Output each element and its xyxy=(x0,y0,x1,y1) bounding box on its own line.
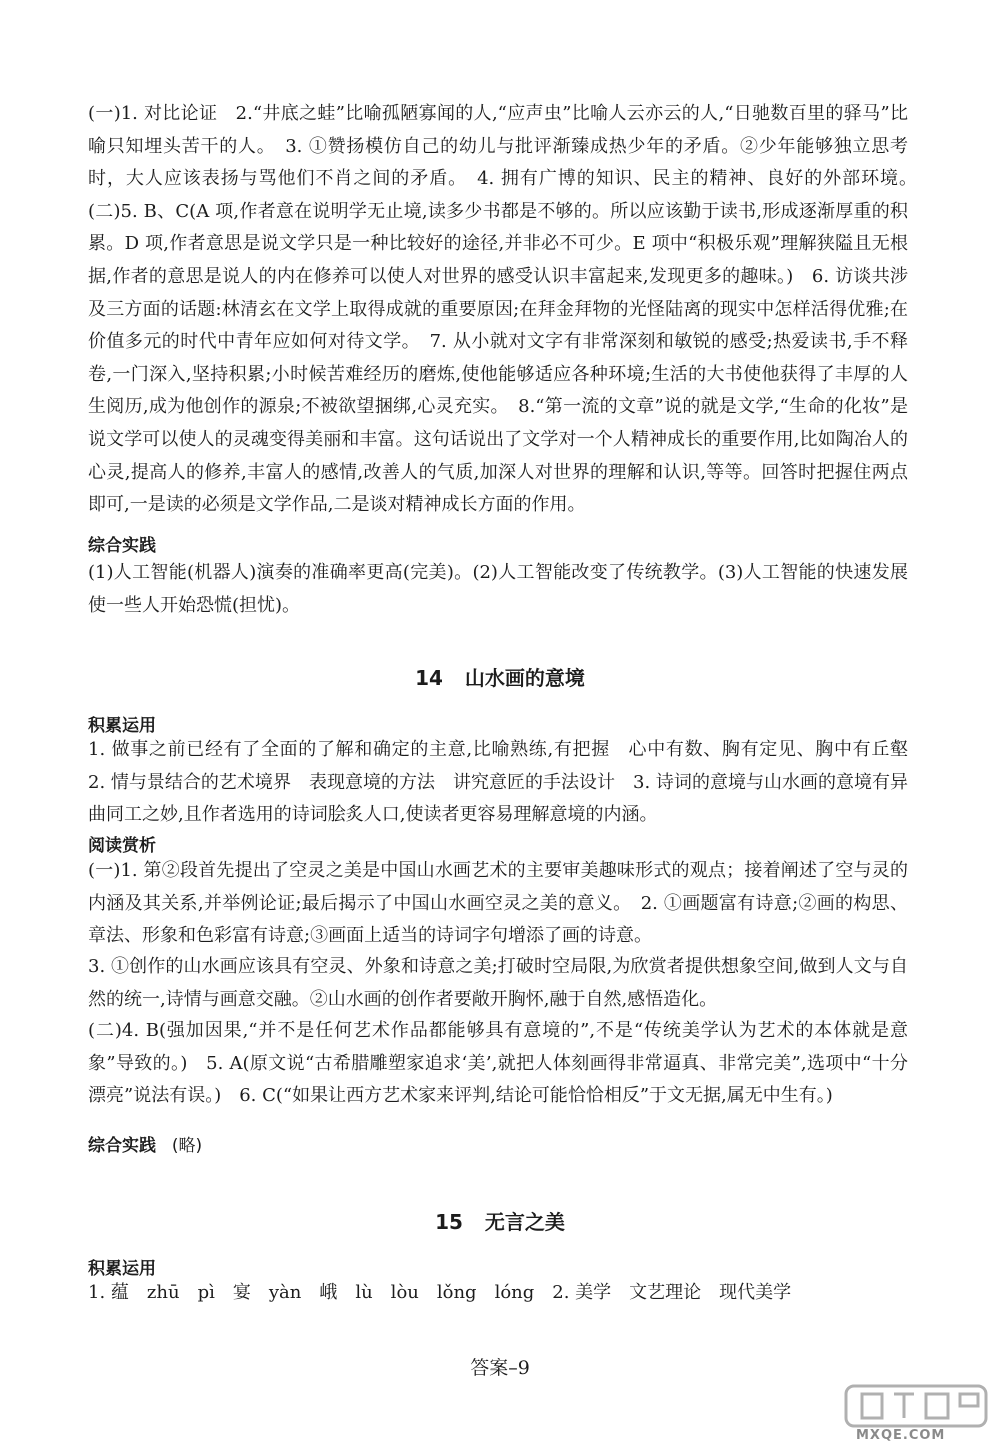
lesson15-title-text: 无言之美 xyxy=(484,1210,565,1234)
lesson14-title-text: 山水画的意境 xyxy=(464,666,585,690)
lesson14-reading-q3: 3. ①创作的山水画应该具有空灵、外象和诗意之美;打破时空局限,为欣赏者提供想象空间,做到人文与自然的统一,诗情与画意交融。②山水画的创作者要敞开胸怀,融于自然,感悟造化。 xyxy=(88,956,908,1010)
lesson14-accum-answer: 1. 做事之前已经有了全面的了解和确定的主意,比喻熟练,有把握 心中有数、胸有定见、胸中有丘壑 2. 情与景结合的艺术境界 表现意境的方法 讲究意匠的手法设计 3. 诗词的意境与山水画的意境有异曲同工之妙,且作者选用的诗词脍炙人口,使读者更容易理解意境的内涵。 xyxy=(88,739,926,826)
lesson14-practice-note: (略) xyxy=(171,1136,203,1156)
lesson14-accum-heading: 积累运用 xyxy=(88,716,156,736)
page-number: 答案–9 xyxy=(470,1357,530,1379)
lesson13-practice-heading: 综合实践 xyxy=(88,536,156,556)
lesson13-answers: (一)1. 对比论证 2.“井底之蛙”比喻孤陋寡闻的人,“应声虫”比喻人云亦云的人,“日驰数百里的驿马”比喻只知埋头苦干的人。 3. ①赞扬模仿自己的幼儿与批评渐臻成热少年的矛盾。②少年能够独立思考时，大人应该表扬与骂他们不肖之间的矛盾。 4. 拥有广博的知识、民主的精神、良好的外部环境。 (二)5. B、C(A 项,作者意在说明学无止境,读多少书都是不够的。所以应该勤于读书,形成逐渐厚重的积累。D 项,作者意思是说文学只是一种比较好的途径,并非必不可少。E 项中“积极乐观”理解狭隘且无根据,作者的意思是说人的内在修养可以使人对世界的感受认识丰富起来,发现更多的趣味。) 6. 访谈共涉及三方面的话题:林清玄在文学上取得成就的重要原因;在拜金拜物的光怪陆离的现实中怎样活得优雅;在价值多元的时代中青年应如何对待文学。 7. 从小就对文字有非常深刻和敏锐的感受;热爱读书,手不释卷,一门深入,坚持积累;小时候苦难经历的磨炼,使他能够适应各种环境;生活的大书使他获得了丰厚的人生阅历,成为他创作的源泉;不被欲望捆绑,心灵充实。 8.“第一流的文章”说的就是文学,“生命的化妆”是说文学可以使人的灵魂变得美丽和丰富。这句话说出了文学对一个人精神成长的重要作用,比如陶冶人的心灵,提高人的修养,丰富人的感情,改善人的气质,加深人对世界的理解和认识,等等。回答时把握住两点即可,一是读的必须是文学作品,二是谈对精神成长方面的作用。 xyxy=(88,103,926,516)
lesson14-number: 14 xyxy=(415,666,443,690)
lesson14-practice xyxy=(88,1131,202,1156)
lesson15-accum-answer: 1. 蕴 zhū pì 宴 yàn 峨 lù lòu lǒng lóng 2. 美学 文艺理论 现代美学 xyxy=(88,1282,792,1303)
lesson14-practice-heading: 综合实践 xyxy=(88,1136,156,1156)
lesson13-practice-answer: (1)人工智能(机器人)演奏的准确率更高(完美)。(2)人工智能改变了传统教学。(3)人工智能的快速发展使一些人开始恐慌(担忧)。 xyxy=(88,562,908,616)
lesson14-title xyxy=(0,662,1000,691)
lesson14-reading-heading: 阅读赏析 xyxy=(88,836,156,856)
watermark-text: MXQE.COM xyxy=(856,1428,946,1443)
lesson15-number: 15 xyxy=(435,1210,463,1234)
lesson15-title xyxy=(0,1206,1000,1235)
lesson15-accum-heading: 积累运用 xyxy=(88,1259,156,1279)
lesson14-reading-part1: (一)1. 第②段首先提出了空灵之美是中国山水画艺术的主要审美趣味形式的观点；接着阐述了空与灵的内涵及其关系,并举例论证;最后揭示了中国山水画空灵之美的意义。 2. ①画题富有诗意;②画的构思、章法、形象和色彩富有诗意;③画面上适当的诗词字句增添了画的诗意。 xyxy=(88,860,908,947)
lesson14-reading-part2: (二)4. B(强加因果,“并不是任何艺术作品都能够具有意境的”,不是“传统美学认为艺术的本体就是意象”导致的。) 5. A(原文说“古希腊雕塑家追求‘美’,就把人体刻画得非常逼真、非常完美”,选项中“十分漂亮”说法有误。) 6. C(“如果让西方艺术家来评判,结论可能恰恰相反”于文无据,属无中生有。) xyxy=(88,1020,908,1107)
